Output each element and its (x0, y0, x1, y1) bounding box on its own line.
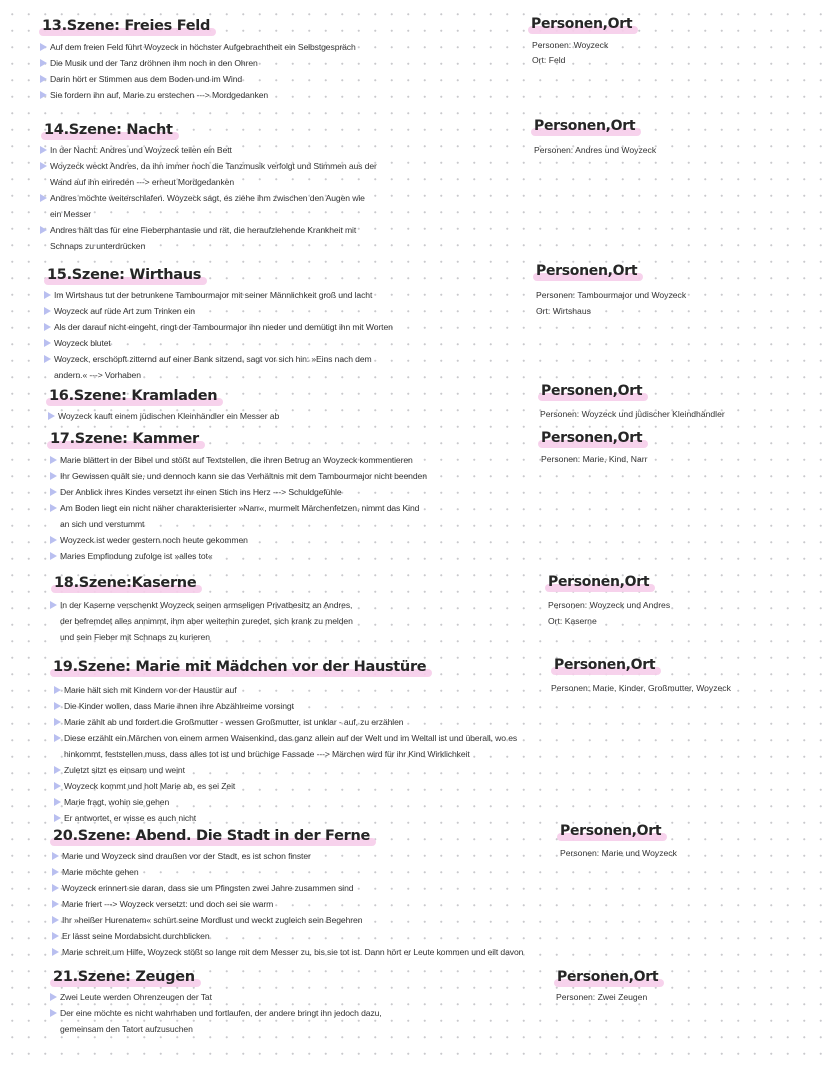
persons-place-heading: Personen,Ort (536, 263, 638, 279)
persons-line: Personen: Tambourmajor und Woyzeck (536, 290, 687, 300)
list-item: Im Wirtshaus tut der betrunkene Tambourmajor mit seiner Männlichkeit groß und lacht (44, 287, 393, 303)
list-item: Der eine möchte es nicht wahrhaben und fortlaufen, der andere bringt ihn jedoch dazu, gemeinsam den Tatort aufzusuchen (50, 1005, 400, 1037)
scene-title: 17.Szene: Kammer (50, 431, 199, 447)
list-item: Marie möchte gehen (52, 864, 523, 880)
bullet-list (40, 142, 380, 254)
scene-title: 20.Szene: Abend. Die Stadt in der Ferne (53, 828, 371, 844)
list-item: Marie fragt, wohin sie gehen (54, 794, 519, 810)
list-item: Woyzeck kauft einem jüdischen Kleinhändler ein Messer ab (48, 408, 279, 424)
bullet-list (50, 452, 427, 564)
scene-title: 14.Szene: Nacht (44, 122, 173, 138)
scene-title: 19.Szene: Marie mit Mädchen vor der Haustüre (53, 659, 427, 675)
persons-place-heading: Personen,Ort (554, 657, 656, 673)
list-item: Er lässt seine Mordabsicht durchblicken (52, 928, 523, 944)
place-line: Ort: Kaserne (548, 616, 597, 626)
persons-place-heading: Personen,Ort (534, 118, 636, 134)
persons-place-heading: Personen,Ort (557, 969, 659, 985)
list-item: Als der darauf nicht eingeht, ringt der Tambourmajor ihn nieder und demütigt ihn mit Worten (44, 319, 393, 335)
list-item: Zwei Leute werden Ohrenzeugen der Tat (50, 989, 400, 1005)
bullet-list (52, 848, 523, 960)
persons-line: Personen: Zwei Zeugen (556, 992, 648, 1002)
list-item: Marie blättert in der Bibel und stößt auf Textstellen, die ihren Betrug an Woyzeck kommentieren (50, 452, 427, 468)
bullet-list (40, 39, 356, 103)
list-item: Woyzeck blutet (44, 335, 393, 351)
bullet-list (54, 682, 519, 826)
list-item: Woyzeck, erschöpft zitternd auf einer Bank sitzend, sagt vor sich hin: »Eins nach dem andern.« ---> Vorhaben (44, 351, 384, 383)
list-item: Die Kinder wollen, dass Marie ihnen ihre Abzählreime vorsingt (54, 698, 519, 714)
list-item: Diese erzählt ein Märchen von einem armen Waisenkind, das ganz allein auf der Welt und im Weltall ist und überall, wo es hinkommt, feststellen muss, dass alles tot ist und brüchige Fassade ---> Märchen wird für ihr Kind Wirklichkeit (54, 730, 519, 762)
list-item: Marie friert ---> Woyzeck versetzt: und doch sei sie warm (52, 896, 523, 912)
bullet-list (44, 287, 393, 383)
list-item: Marie zählt ab und fordert die Großmutter - wessen Großmutter, ist unklar - auf, zu erzählen (54, 714, 519, 730)
list-item: In der Nacht: Andres und Woyzeck teilen ein Bett (40, 142, 380, 158)
list-item: Am Boden liegt ein nicht näher charakterisierter »Narr«, murmelt Märchenfetzen, nimmt das Kind an sich und verstummt (50, 500, 420, 532)
persons-place-heading: Personen,Ort (541, 383, 643, 399)
list-item: Sie fordern ihn auf, Marie zu erstechen ---> Mordgedanken (40, 87, 356, 103)
list-item: Ihr »heißer Hurenatem« schürt seine Mordlust und weckt zugleich sein Begehren (52, 912, 523, 928)
list-item: Woyzeck erinnert sie daran, dass sie um Pfingsten zwei Jahre zusammen sind (52, 880, 523, 896)
list-item: Ihr Gewissen quält sie, und dennoch kann sie das Verhältnis mit dem Tambourmajor nicht beenden (50, 468, 427, 484)
persons-line: Personen: Marie, Kind, Narr (541, 454, 648, 464)
bullet-list (50, 597, 360, 645)
persons-line: Personen: Marie und Woyzeck (560, 848, 677, 858)
persons-place-heading: Personen,Ort (560, 823, 662, 839)
list-item: Woyzeck weckt Andres, da ihn immer noch die Tanzmusik verfolgt und Stimmen aus der Wand auf ihn einreden ---> erneut Mordgedanken (40, 158, 380, 190)
bullet-list (50, 989, 400, 1037)
bullet-list (48, 408, 279, 424)
place-line: Ort: Feld (532, 55, 566, 65)
list-item: Marie hält sich mit Kindern vor der Haustür auf (54, 682, 519, 698)
list-item: In der Kaserne verschenkt Woyzeck seinen armseligen Privatbesitz an Andres, der befremdet alles annimmt, ihm aber weiterhin zuredet, sich krank zu melden und sein Fieber mit Schnaps zu kurieren (50, 597, 360, 645)
persons-place-heading: Personen,Ort (548, 574, 650, 590)
persons-line: Personen: Woyzeck und jüdischer Kleindhändler (540, 409, 725, 419)
scene-title: 21.Szene: Zeugen (53, 969, 195, 985)
list-item: Woyzeck ist weder gestern noch heute gekommen (50, 532, 427, 548)
place-line: Ort: Wirtshaus (536, 306, 591, 316)
list-item: Zuletzt sitzt es einsam und weint (54, 762, 519, 778)
scene-title: 18.Szene:Kaserne (54, 575, 197, 591)
scene-title: 16.Szene: Kramladen (49, 388, 218, 404)
persons-line: Personen: Woyzeck und Andres (548, 600, 671, 610)
list-item: Er antwortet, er wisse es auch nicht (54, 810, 519, 826)
list-item: Woyzeck auf rüde Art zum Trinken ein (44, 303, 393, 319)
list-item: Auf dem freien Feld führt Woyzeck in höchster Aufgebrachtheit ein Selbstgespräch (40, 39, 356, 55)
list-item: Andres möchte weiterschlafen. Woyzeck sagt, es ziehe ihm zwischen den Augen wie ein Messer (40, 190, 370, 222)
persons-line: Personen: Woyzeck (532, 40, 609, 50)
list-item: Marie und Woyzeck sind draußen vor der Stadt, es ist schon finster (52, 848, 523, 864)
scene-title: 13.Szene: Freies Feld (42, 18, 211, 34)
scene-title: 15.Szene: Wirthaus (47, 267, 202, 283)
persons-place-heading: Personen,Ort (531, 16, 633, 32)
list-item: Andres hält das für eine Fieberphantasie und rät, die heraufziehende Krankheit mit Schnaps zu unterdrücken (40, 222, 370, 254)
list-item: Die Musik und der Tanz dröhnen ihm noch in den Ohren (40, 55, 356, 71)
list-item: Der Anblick ihres Kindes versetzt ihr einen Stich ins Herz ---> Schuldgefühle (50, 484, 427, 500)
list-item: Woyzeck kommt und holt Marie ab, es sei Zeit (54, 778, 519, 794)
persons-line: Personen: Marie, Kinder, Großmutter, Woyzeck (551, 683, 731, 693)
persons-line: Personen: Andres und Woyzeck (534, 145, 657, 155)
list-item: Darin hört er Stimmen aus dem Boden und im Wind (40, 71, 356, 87)
list-item: Marie schreit um Hilfe, Woyzeck stößt so lange mit dem Messer zu, bis sie tot ist. Dann hört er Leute kommen und eilt davon (52, 944, 523, 960)
list-item: Maries Empfindung zufolge ist »alles tot« (50, 548, 427, 564)
persons-place-heading: Personen,Ort (541, 430, 643, 446)
